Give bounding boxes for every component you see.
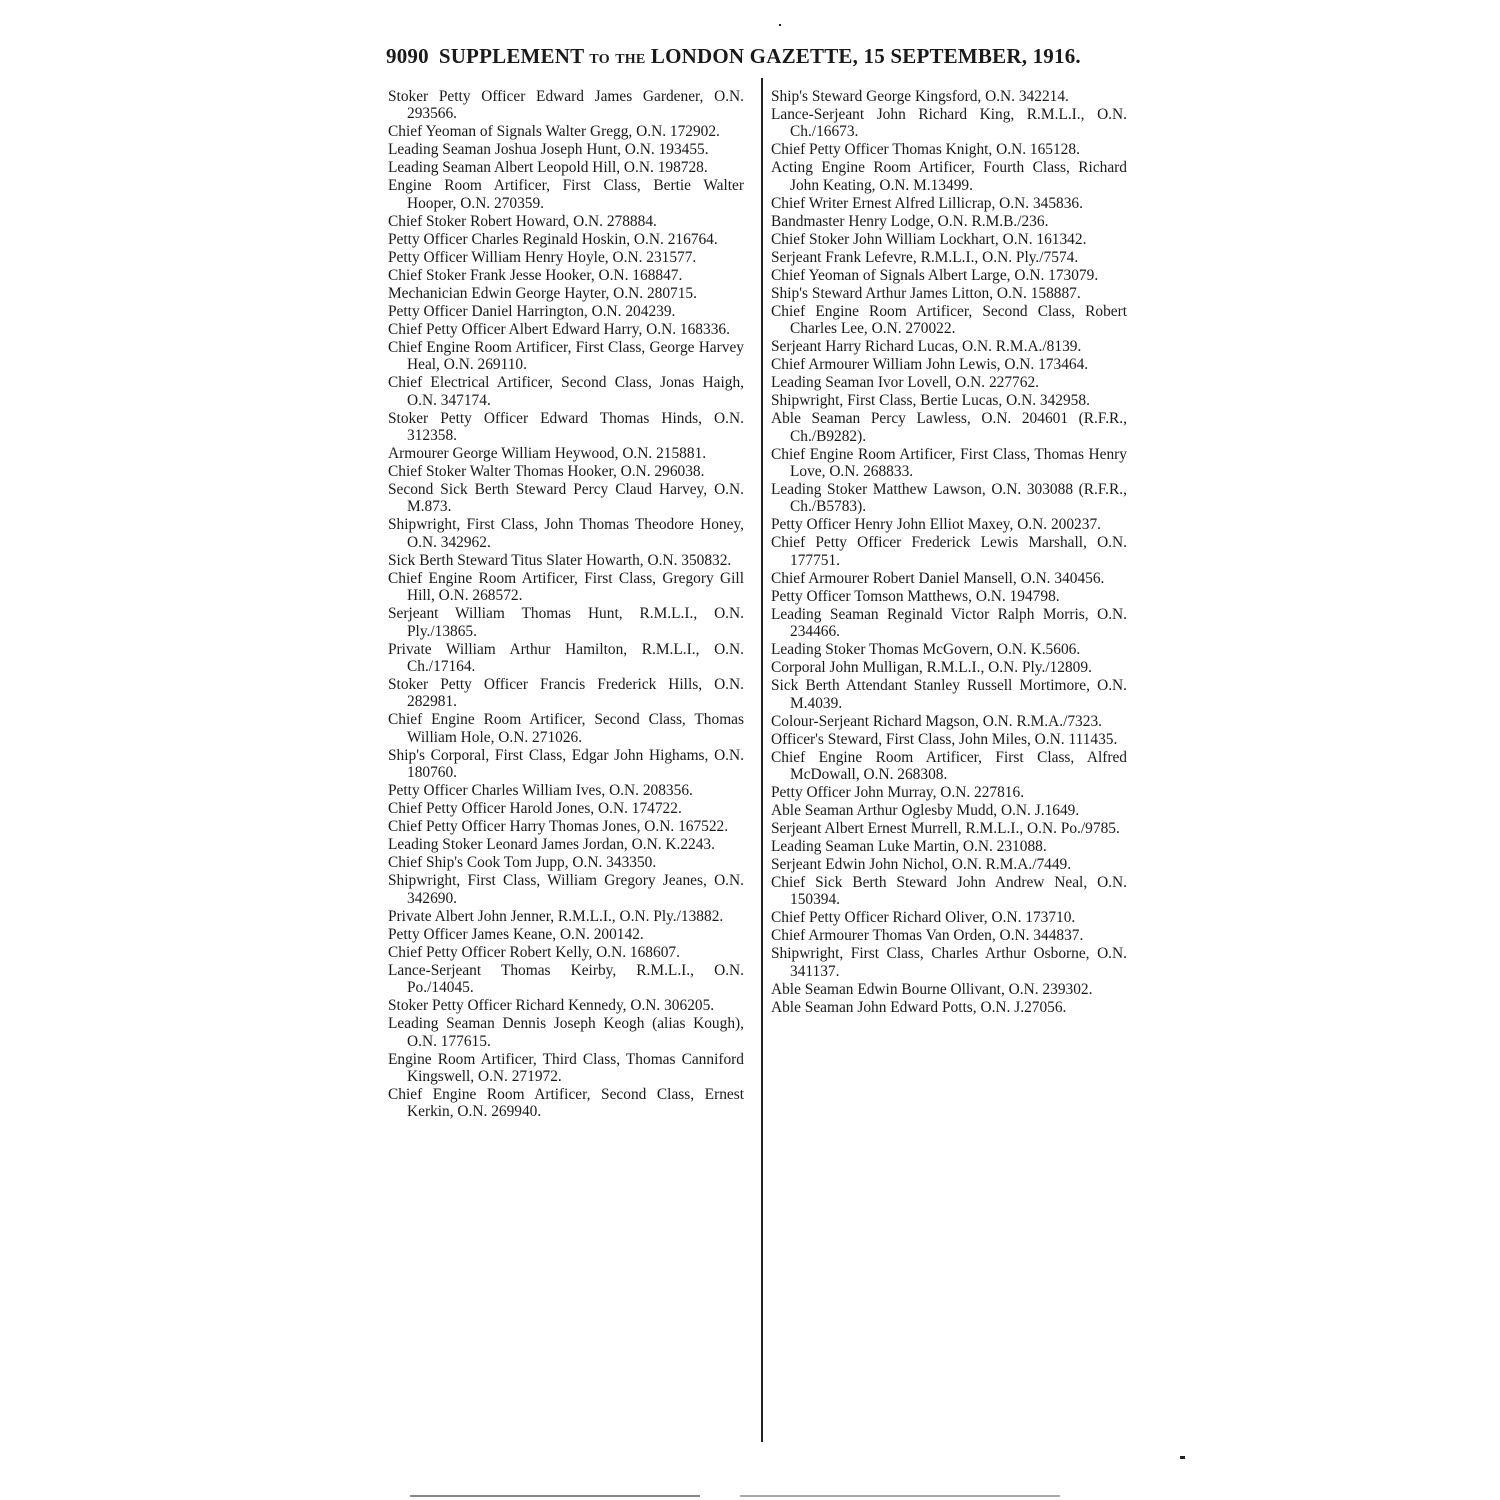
list-entry: Serjeant Albert Ernest Murrell, R.M.L.I., O.N. Po./9785. — [771, 820, 1120, 838]
list-entry: Bandmaster Henry Lodge, O.N. R.M.B./236. — [771, 212, 1049, 230]
list-entry: Chief Ship's Cook Tom Jupp, O.N. 343350. — [388, 854, 657, 872]
list-entry: Petty Officer Daniel Harrington, O.N. 204239. — [388, 302, 676, 320]
list-entry: Serjeant Frank Lefevre, R.M.L.I., O.N. Ply./7574. — [771, 248, 1079, 266]
list-entry: Chief Petty Officer Albert Edward Harry, O.N. 168336. — [388, 320, 730, 338]
list-entry: Stoker Petty Officer Edward Thomas Hinds, O.N. 312358. — [388, 409, 744, 445]
column-divider — [761, 78, 763, 1442]
print-speck — [1180, 1456, 1185, 1459]
list-entry: Leading Stoker Thomas McGovern, O.N. K.5606. — [771, 641, 1081, 659]
list-entry: Serjeant Harry Richard Lucas, O.N. R.M.A./8139. — [771, 338, 1082, 356]
list-entry: Lance-Serjeant John Richard King, R.M.L.I., O.N. Ch./16673. — [771, 106, 1127, 141]
list-entry: Shipwright, First Class, William Gregory Jeanes, O.N. 342690. — [388, 872, 744, 907]
list-entry: Chief Petty Officer Richard Oliver, O.N. 173710. — [771, 909, 1076, 927]
list-entry: Petty Officer William Henry Hoyle, O.N. 231577. — [388, 248, 697, 266]
list-entry: Second Sick Berth Steward Percy Claud Harvey, O.N. M.873. — [388, 481, 744, 516]
list-entry: Ship's Corporal, First Class, Edgar John Highams, O.N. 180760. — [388, 746, 744, 782]
list-entry: Chief Engine Room Artificer, First Class, Alfred McDowall, O.N. 268308. — [771, 748, 1127, 784]
list-entry: Leading Seaman Reginald Victor Ralph Morris, O.N. 234466. — [771, 605, 1127, 641]
list-entry: Chief Engine Room Artificer, First Class, George Harvey Heal, O.N. 269110. — [388, 338, 744, 374]
list-entry: Ship's Steward Arthur James Litton, O.N. 158887. — [771, 284, 1081, 302]
list-entry: Leading Seaman Ivor Lovell, O.N. 227762. — [771, 374, 1039, 392]
list-entry: Chief Petty Officer Thomas Knight, O.N. 165128. — [771, 141, 1080, 159]
list-entry: Able Seaman John Edward Potts, O.N. J.27056. — [771, 998, 1067, 1016]
list-entry: Chief Engine Room Artificer, Second Class, Robert Charles Lee, O.N. 270022. — [771, 302, 1127, 338]
header-title — [439, 44, 1081, 69]
page-number: 9090 — [386, 44, 429, 68]
list-entry: Chief Stoker John William Lockhart, O.N. 161342. — [771, 230, 1087, 248]
list-entry: Acting Engine Room Artificer, Fourth Class, Richard John Keating, O.N. M.13499. — [771, 159, 1127, 194]
list-entry: Chief Engine Room Artificer, First Class, Thomas Henry Love, O.N. 268833. — [771, 445, 1127, 481]
list-entry: Private Albert John Jenner, R.M.L.I., O.N. Ply./13882. — [388, 907, 724, 925]
list-entry: Chief Writer Ernest Alfred Lillicrap, O.N. 345836. — [771, 194, 1083, 212]
list-entry: Lance-Serjeant Thomas Keirby, R.M.L.I., O.N. Po./14045. — [388, 961, 744, 997]
list-entry: Chief Yeoman of Signals Walter Gregg, O.N. 172902. — [388, 123, 720, 141]
list-entry: Chief Electrical Artificer, Second Class, Jonas Haigh, O.N. 347174. — [388, 374, 744, 409]
list-entry: Chief Yeoman of Signals Albert Large, O.N. 173079. — [771, 266, 1099, 284]
list-entry: Private William Arthur Hamilton, R.M.L.I., O.N. Ch./17164. — [388, 640, 744, 676]
list-entry: Leading Stoker Leonard James Jordan, O.N. K.2243. — [388, 836, 715, 854]
list-entry: Chief Stoker Frank Jesse Hooker, O.N. 168847. — [388, 266, 683, 284]
header-title-gazette: LONDON GAZETTE, 15 SEPTEMBER, 1916. — [650, 44, 1081, 68]
list-entry: Engine Room Artificer, Third Class, Thomas Canniford Kingswell, O.N. 271972. — [388, 1050, 744, 1085]
list-entry: Engine Room Artificer, First Class, Bertie Walter Hooper, O.N. 270359. — [388, 177, 744, 212]
list-entry: Serjeant William Thomas Hunt, R.M.L.I., O.N. Ply./13865. — [388, 605, 744, 640]
list-entry: Sick Berth Steward Titus Slater Howarth, O.N. 350832. — [388, 551, 732, 569]
left-column — [388, 88, 744, 1121]
list-entry: Chief Armourer William John Lewis, O.N. 173464. — [771, 356, 1089, 374]
list-entry: Corporal John Mulligan, R.M.L.I., O.N. Ply./12809. — [771, 659, 1092, 677]
header-title-to: TO — [589, 52, 610, 67]
list-entry: Shipwright, First Class, Bertie Lucas, O.N. 342958. — [771, 392, 1090, 410]
list-entry: Leading Seaman Joshua Joseph Hunt, O.N. 193455. — [388, 141, 709, 159]
list-entry: Ship's Steward George Kingsford, O.N. 342214. — [771, 88, 1069, 105]
list-entry: Colour-Serjeant Richard Magson, O.N. R.M.A./7323. — [771, 712, 1102, 730]
list-entry: Petty Officer James Keane, O.N. 200142. — [388, 925, 644, 943]
list-entry: Chief Petty Officer Harold Jones, O.N. 174722. — [388, 800, 682, 818]
list-entry: Chief Engine Room Artificer, Second Class, Thomas William Hole, O.N. 271026. — [388, 711, 744, 746]
list-entry: Able Seaman Arthur Oglesby Mudd, O.N. J.1649. — [771, 802, 1080, 820]
list-entry: Chief Sick Berth Steward John Andrew Neal, O.N. 150394. — [771, 874, 1127, 909]
list-entry: Leading Seaman Luke Martin, O.N. 231088. — [771, 838, 1047, 856]
list-entry: Able Seaman Percy Lawless, O.N. 204601 (R.F.R., Ch./B9282). — [771, 410, 1127, 445]
list-entry: Officer's Steward, First Class, John Miles, O.N. 111435. — [771, 730, 1118, 748]
list-entry: Shipwright, First Class, Charles Arthur Osborne, O.N. 341137. — [771, 945, 1127, 980]
list-entry: Chief Petty Officer Frederick Lewis Marshall, O.N. 177751. — [771, 534, 1127, 569]
bottom-rule — [410, 1495, 700, 1497]
list-entry: Petty Officer Henry John Elliot Maxey, O.N. 200237. — [771, 516, 1101, 534]
list-entry: Mechanician Edwin George Hayter, O.N. 280715. — [388, 284, 697, 302]
list-entry: Sick Berth Attendant Stanley Russell Mortimore, O.N. M.4039. — [771, 677, 1127, 712]
print-speck — [779, 24, 781, 26]
list-entry: Chief Engine Room Artificer, First Class, Gregory Gill Hill, O.N. 268572. — [388, 569, 744, 605]
list-entry: Stoker Petty Officer Francis Frederick Hills, O.N. 282981. — [388, 676, 744, 711]
header-title-the: THE — [615, 52, 646, 67]
list-entry: Leading Seaman Dennis Joseph Keogh (alias Kough), O.N. 177615. — [388, 1015, 744, 1050]
list-entry: Chief Armourer Robert Daniel Mansell, O.N. 340456. — [771, 569, 1105, 587]
list-entry: Petty Officer Tomson Matthews, O.N. 194798. — [771, 587, 1060, 605]
list-entry: Serjeant Edwin John Nichol, O.N. R.M.A./7449. — [771, 856, 1072, 874]
list-entry: Chief Engine Room Artificer, Second Class, Ernest Kerkin, O.N. 269940. — [388, 1085, 744, 1121]
page-header — [386, 44, 1132, 74]
list-entry: Petty Officer Charles Reginald Hoskin, O.N. 216764. — [388, 230, 718, 248]
bottom-rule — [740, 1495, 1060, 1497]
list-entry: Petty Officer Charles William Ives, O.N. 208356. — [388, 782, 693, 800]
list-entry: Stoker Petty Officer Richard Kennedy, O.N. 306205. — [388, 997, 715, 1015]
list-entry: Stoker Petty Officer Edward James Gardener, O.N. 293566. — [388, 88, 744, 123]
list-entry: Chief Stoker Robert Howard, O.N. 278884. — [388, 212, 657, 230]
list-entry: Chief Petty Officer Harry Thomas Jones, O.N. 167522. — [388, 818, 729, 836]
list-entry: Able Seaman Edwin Bourne Ollivant, O.N. 239302. — [771, 980, 1093, 998]
list-entry: Chief Petty Officer Robert Kelly, O.N. 168607. — [388, 943, 680, 961]
list-entry: Chief Stoker Walter Thomas Hooker, O.N. 296038. — [388, 463, 705, 481]
list-entry: Petty Officer John Murray, O.N. 227816. — [771, 784, 1025, 802]
list-entry: Leading Seaman Albert Leopold Hill, O.N. 198728. — [388, 159, 708, 177]
list-entry: Shipwright, First Class, John Thomas Theodore Honey, O.N. 342962. — [388, 516, 744, 551]
right-column — [771, 88, 1127, 1017]
list-entry: Chief Armourer Thomas Van Orden, O.N. 344837. — [771, 927, 1084, 945]
list-entry: Leading Stoker Matthew Lawson, O.N. 303088 (R.F.R., Ch./B5783). — [771, 481, 1127, 516]
header-title-supplement: SUPPLEMENT — [438, 44, 584, 68]
list-entry: Armourer George William Heywood, O.N. 215881. — [388, 445, 707, 463]
